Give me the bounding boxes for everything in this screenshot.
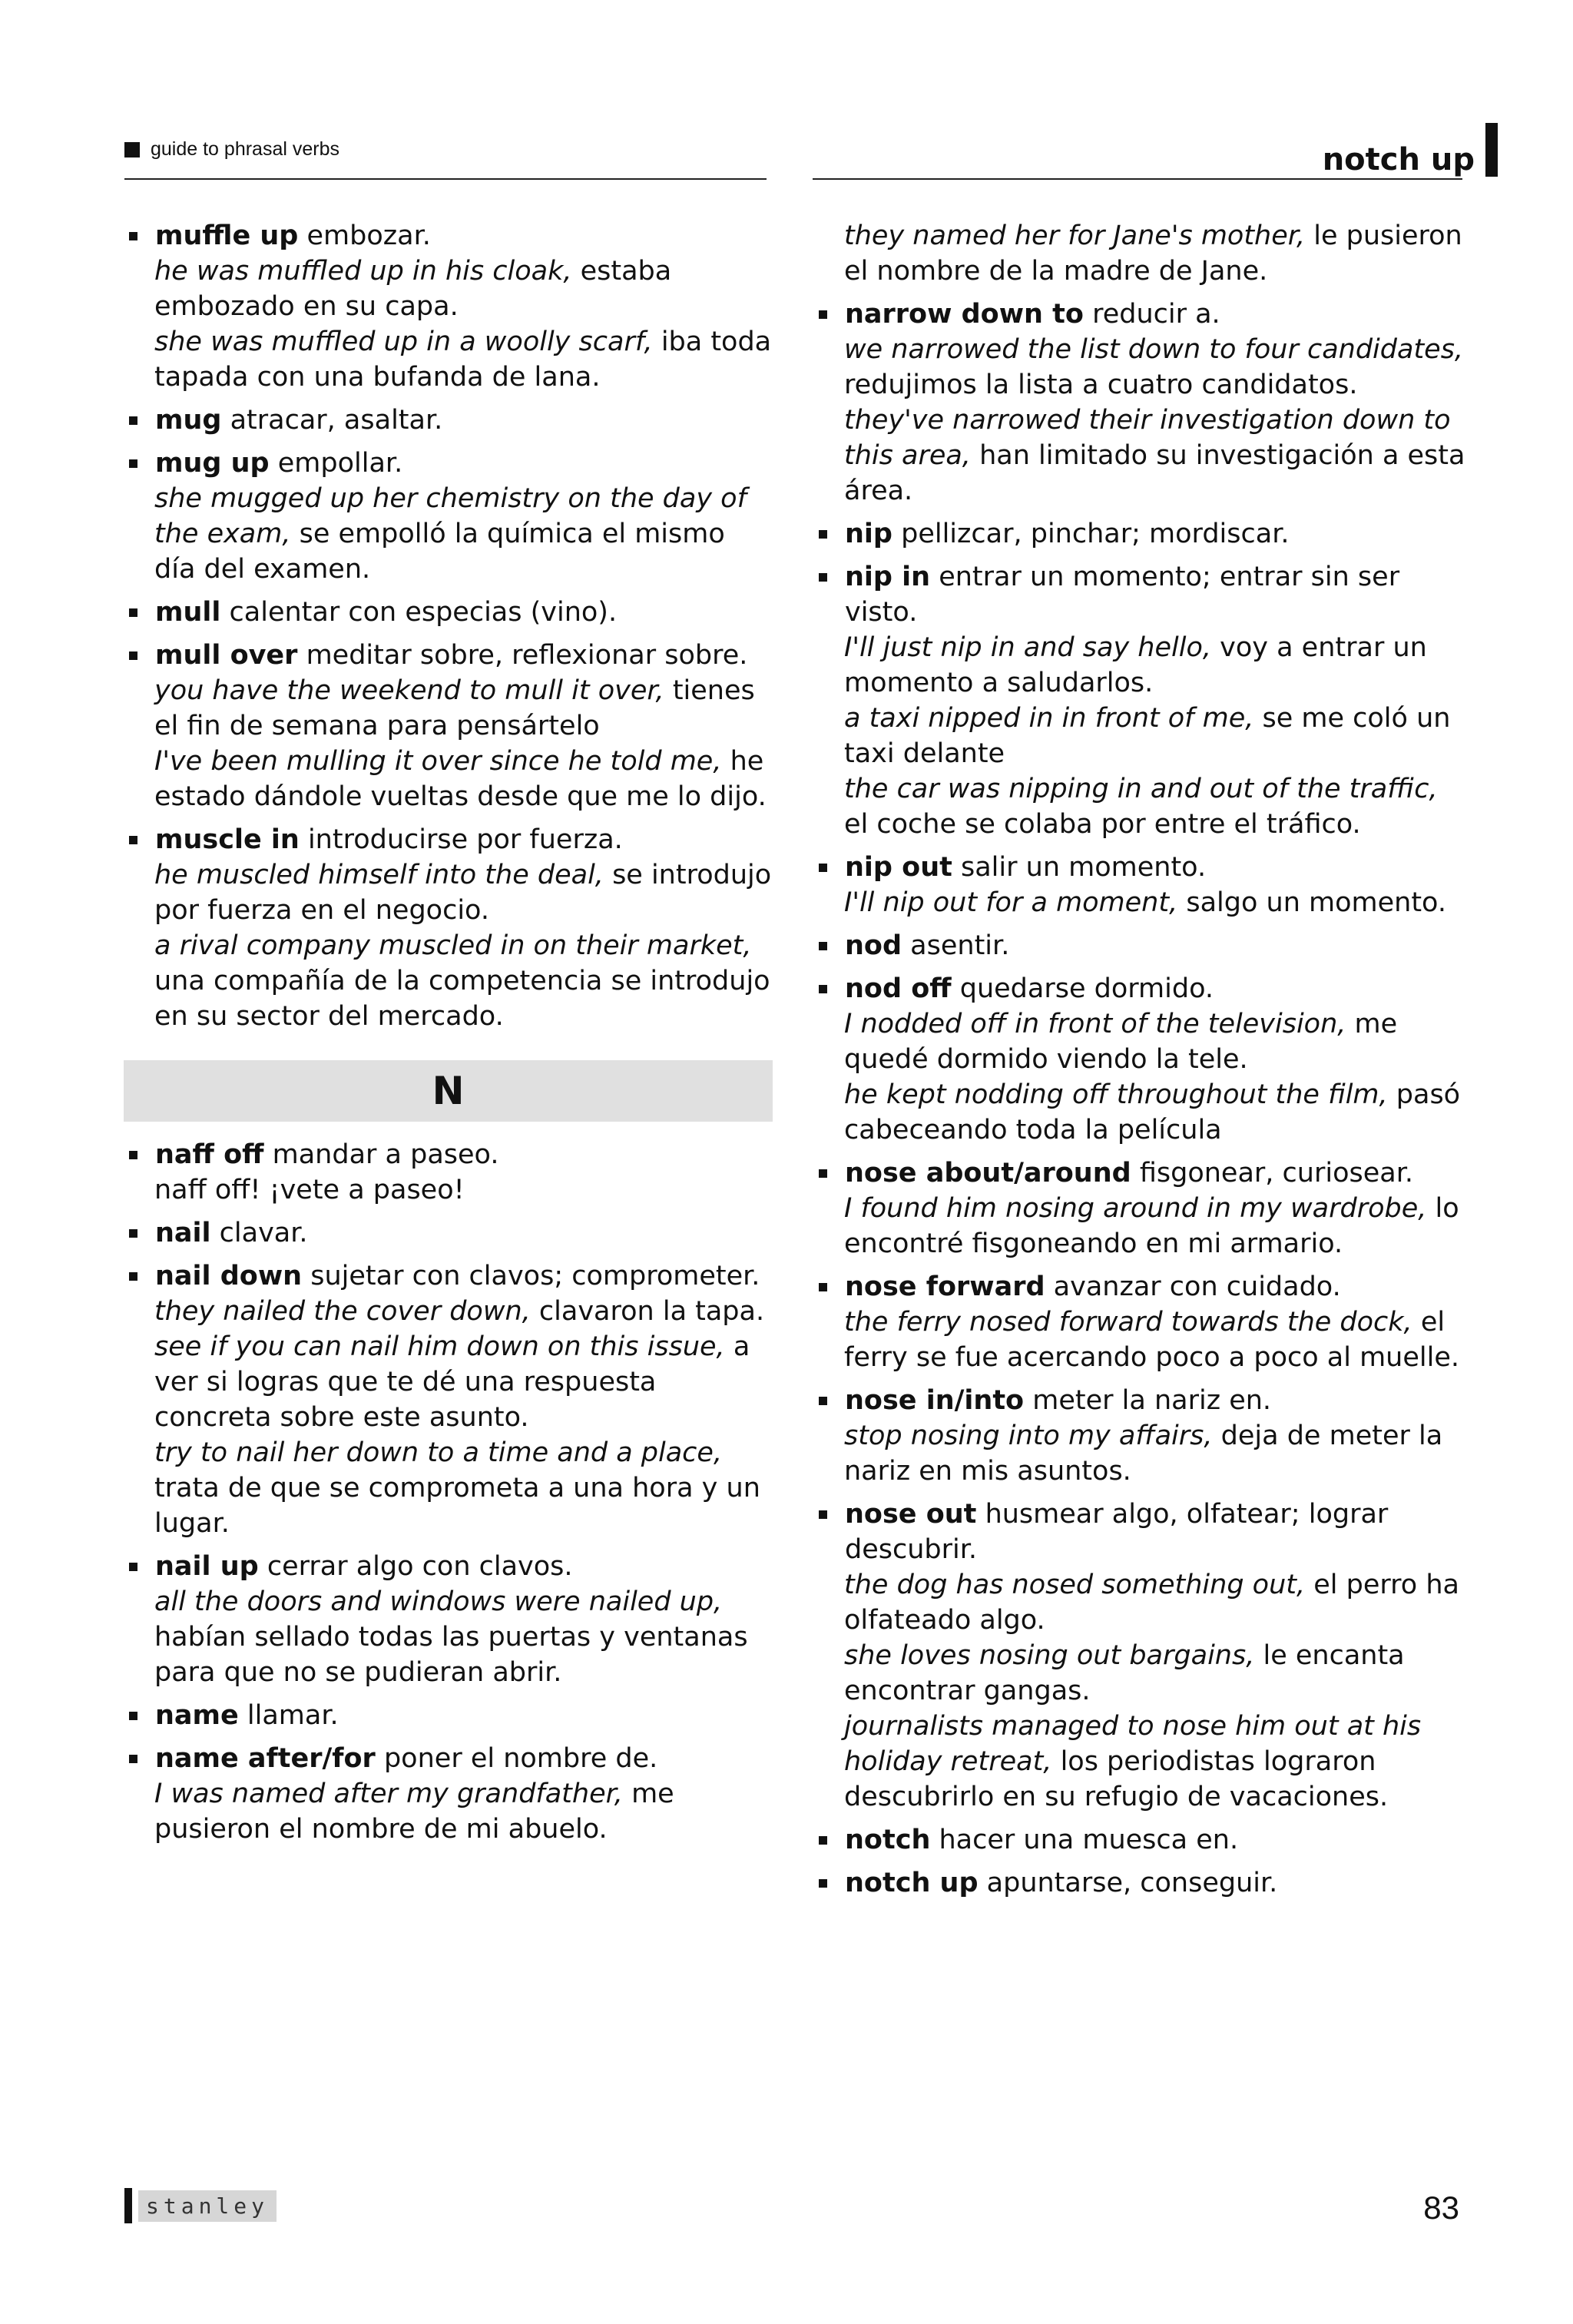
- examples: [124, 254, 773, 395]
- example-en: I'll just nip in and say hello,: [844, 632, 1211, 663]
- example-line: [124, 1435, 773, 1541]
- examples: [814, 332, 1465, 509]
- bullet-icon: [129, 1151, 137, 1159]
- entry: [124, 638, 773, 814]
- bullet-icon: [129, 1563, 137, 1571]
- entry: [124, 1741, 773, 1847]
- example-line: [124, 1776, 773, 1847]
- entry-line: [155, 1698, 773, 1733]
- entry-line: [155, 1137, 773, 1172]
- headword: nip out: [845, 852, 952, 883]
- example-line: [814, 1006, 1465, 1077]
- example-es: los periodistas lograron descubrirlo en su refugio de vacaciones.: [844, 1746, 1389, 1812]
- example-line: [124, 481, 773, 587]
- definition: fisgonear, curiosear.: [1139, 1158, 1414, 1189]
- example-line: [814, 701, 1465, 771]
- headword: naff off: [155, 1139, 264, 1170]
- bullet-icon: [129, 1229, 137, 1238]
- example-en: he kept nodding off throughout the film,: [844, 1079, 1388, 1110]
- example-es: han limitado su investigación a esta área.: [844, 440, 1465, 506]
- definition: atracar, asaltar.: [230, 405, 443, 436]
- bullet-icon: [819, 310, 827, 319]
- bullet-icon: [129, 651, 137, 660]
- examples: [124, 1776, 773, 1847]
- right-column: [814, 218, 1465, 1908]
- example-en: a taxi nipped in in front of me,: [844, 703, 1254, 734]
- entry: [124, 595, 773, 630]
- definition: introducirse por fuerza.: [307, 824, 623, 855]
- definition: clavar.: [219, 1218, 308, 1248]
- bullet-icon: [819, 1169, 827, 1178]
- footer-brand: stanley: [138, 2190, 277, 2222]
- definition: poner el nombre de.: [383, 1743, 658, 1774]
- example-en: they've narrowed their investigation down to this area,: [844, 405, 1451, 471]
- examples: [124, 857, 773, 1034]
- definition: calentar con especias (vino).: [229, 597, 618, 628]
- right-lead-examples: [814, 218, 1465, 289]
- headword: narrow down to: [845, 299, 1084, 330]
- example-es: una compañía de la competencia se introdujo en su sector del mercado.: [154, 966, 770, 1032]
- example-line: [814, 403, 1465, 509]
- example-en: she mugged up her chemistry on the day of the exam,: [154, 483, 747, 549]
- example-line: [814, 1077, 1465, 1148]
- example-es: me quedé dormido viendo la tele.: [844, 1009, 1398, 1075]
- example-es: salgo un momento.: [1186, 887, 1446, 918]
- left-entries: [124, 218, 773, 1034]
- bullet-icon: [819, 864, 827, 872]
- headword: muffle up: [155, 220, 299, 251]
- bullet-icon: [819, 530, 827, 539]
- bullet-icon: [819, 1510, 827, 1519]
- example-line: [124, 673, 773, 744]
- entry-line: [845, 1269, 1465, 1305]
- examples: [124, 481, 773, 587]
- header-bar-icon: [1485, 123, 1498, 177]
- example-en: I nodded off in front of the television,: [844, 1009, 1346, 1039]
- headword: nail up: [155, 1551, 259, 1582]
- entry-line: [845, 1497, 1465, 1567]
- entry-line: [845, 297, 1465, 332]
- headword: nod off: [845, 973, 952, 1004]
- entry-line: [845, 1822, 1465, 1858]
- header-square-icon: [124, 142, 140, 157]
- entry: [124, 1215, 773, 1251]
- bullet-icon: [819, 1836, 827, 1845]
- examples: [814, 1305, 1465, 1375]
- entry: [124, 1258, 773, 1541]
- example-en: stop nosing into my affairs,: [844, 1421, 1213, 1451]
- definition: empollar.: [277, 448, 403, 479]
- header-rule-right: [813, 178, 1462, 180]
- example-en: he was muffled up in his cloak,: [154, 256, 572, 287]
- entry: [814, 1822, 1465, 1858]
- example-line: [124, 857, 773, 928]
- entry: [814, 850, 1465, 920]
- example-line: [124, 1329, 773, 1435]
- example-line: [124, 324, 773, 395]
- entry-line: [155, 1549, 773, 1584]
- example-line: [124, 928, 773, 1034]
- example-en: they nailed the cover down,: [154, 1296, 531, 1327]
- example-en: see if you can nail him down on this issue,: [154, 1331, 725, 1362]
- headword: notch up: [845, 1868, 979, 1898]
- headword: nose in/into: [845, 1385, 1025, 1416]
- entry-line: [845, 1383, 1465, 1418]
- entry: [124, 1137, 773, 1208]
- example-line: [814, 885, 1465, 920]
- example-es: trata de que se comprometa a una hora y un lugar.: [154, 1473, 760, 1539]
- bullet-icon: [819, 573, 827, 582]
- example-en: I was named after my grandfather,: [154, 1779, 623, 1809]
- headword: name after/for: [155, 1743, 376, 1774]
- running-header-left: [124, 138, 339, 161]
- examples: [814, 1006, 1465, 1148]
- header-rule-left: [124, 178, 767, 180]
- headword: nose out: [845, 1499, 977, 1530]
- entry-line: [155, 822, 773, 857]
- definition: meditar sobre, reflexionar sobre.: [306, 640, 748, 671]
- example-es: he estado dándole vueltas desde que me lo dijo.: [154, 746, 767, 812]
- definition: pellizcar, pinchar; mordiscar.: [901, 519, 1290, 549]
- example-en: I've been mulling it over since he told me,: [154, 746, 722, 777]
- example-line: [124, 254, 773, 324]
- example-en: she loves nosing out bargains,: [844, 1640, 1255, 1671]
- example-line: [124, 1294, 773, 1329]
- example-es: el perro ha olfateado algo.: [844, 1570, 1459, 1636]
- example-es: tienes el fin de semana para pensártelo: [154, 675, 755, 741]
- headword: nail: [155, 1218, 211, 1248]
- section-band: [124, 1060, 773, 1122]
- example-es: habían sellado todas las puertas y ventanas para que no se pudieran abrir.: [154, 1622, 748, 1688]
- running-header-right: [1323, 123, 1498, 177]
- bullet-icon: [129, 459, 137, 468]
- examples: [814, 1418, 1465, 1489]
- headword: name: [155, 1700, 239, 1731]
- example-line: [814, 218, 1465, 289]
- entry-line: [845, 1155, 1465, 1191]
- section-letter: N: [432, 1069, 465, 1113]
- example-es: clavaron la tapa.: [538, 1296, 765, 1327]
- examples: [814, 630, 1465, 842]
- example-line: [814, 1638, 1465, 1709]
- example-line: [814, 1567, 1465, 1638]
- headword: notch: [845, 1825, 931, 1855]
- bullet-icon: [129, 608, 137, 617]
- example-es: deja de meter la nariz en mis asuntos.: [844, 1421, 1443, 1487]
- left-column: [124, 218, 773, 1855]
- example-es: el coche se colaba por entre el tráfico.: [844, 809, 1361, 840]
- entry: [124, 446, 773, 587]
- example-en: try to nail her down to a time and a place,: [154, 1437, 723, 1468]
- example-line: [814, 1709, 1465, 1815]
- examples: [124, 1584, 773, 1690]
- header-title: guide to phrasal verbs: [151, 138, 339, 160]
- example-line: [814, 771, 1465, 842]
- example-es: iba toda tapada con una bufanda de lana.: [154, 327, 772, 393]
- example-es: se introdujo por fuerza en el negocio.: [154, 860, 772, 926]
- bullet-icon: [819, 1397, 827, 1405]
- entry: [124, 1549, 773, 1690]
- example-en: we narrowed the list down to four candidates,: [844, 334, 1464, 365]
- examples: [124, 1172, 773, 1208]
- headword: mug up: [155, 448, 270, 479]
- entry-line: [845, 516, 1465, 552]
- entry-line: [845, 850, 1465, 885]
- example-en: journalists managed to nose him out at his holiday retreat,: [844, 1711, 1422, 1777]
- example-es: le pusieron el nombre de la madre de Jane.: [844, 220, 1462, 287]
- entry-line: [155, 1258, 773, 1294]
- entry: [814, 1865, 1465, 1901]
- headword: nail down: [155, 1261, 303, 1291]
- example-es: redujimos la lista a cuatro candidatos.: [844, 370, 1358, 400]
- entry-line: [155, 638, 773, 673]
- example-es: a ver si logras que te dé una respuesta concreta sobre este asunto.: [154, 1331, 750, 1433]
- example-es: se me coló un taxi delante: [844, 703, 1451, 769]
- entry-line: [155, 1741, 773, 1776]
- bullet-icon: [129, 1712, 137, 1720]
- entry-line: [845, 971, 1465, 1006]
- page-number: 83: [1423, 2190, 1459, 2226]
- example-es: pasó cabeceando toda la película: [844, 1079, 1461, 1145]
- examples: [124, 673, 773, 814]
- headword: mull over: [155, 640, 298, 671]
- example-en: he muscled himself into the deal,: [154, 860, 604, 890]
- entry-line: [155, 595, 773, 630]
- example-line: [814, 1305, 1465, 1375]
- bullet-icon: [129, 1755, 137, 1763]
- definition: hacer una muesca en.: [939, 1825, 1239, 1855]
- entry: [814, 1155, 1465, 1261]
- bullet-icon: [819, 1879, 827, 1888]
- examples: [814, 1567, 1465, 1815]
- headword: mug: [155, 405, 222, 436]
- examples: [814, 885, 1465, 920]
- bullet-icon: [129, 416, 137, 425]
- headword: nod: [845, 930, 902, 961]
- example-en: all the doors and windows were nailed up,: [154, 1586, 723, 1617]
- bullet-icon: [129, 836, 137, 844]
- definition: husmear algo, olfatear; lograr descubrir.: [845, 1499, 1389, 1565]
- headword: nose forward: [845, 1271, 1045, 1302]
- entry-line: [845, 1865, 1465, 1901]
- entry: [814, 971, 1465, 1148]
- bullet-icon: [819, 942, 827, 950]
- entry: [124, 1698, 773, 1733]
- example-line: [814, 1191, 1465, 1261]
- header-guide-word: notch up: [1322, 142, 1475, 177]
- headword: nose about/around: [845, 1158, 1131, 1189]
- example-es: naff off! ¡vete a paseo!: [154, 1175, 465, 1205]
- example-es: me pusieron el nombre de mi abuelo.: [154, 1779, 674, 1845]
- entry: [814, 297, 1465, 509]
- entry: [814, 1497, 1465, 1815]
- example-es: el ferry se fue acercando poco a poco al muelle.: [844, 1307, 1460, 1373]
- entry-line: [155, 446, 773, 481]
- definition: asentir.: [910, 930, 1010, 961]
- entry: [124, 403, 773, 438]
- lead-examples: [814, 218, 1465, 289]
- example-en: they named her for Jane's mother,: [844, 220, 1306, 251]
- bullet-icon: [819, 1283, 827, 1291]
- headword: nip: [845, 519, 892, 549]
- definition: reducir a.: [1092, 299, 1220, 330]
- entry: [814, 516, 1465, 552]
- example-en: I'll nip out for a moment,: [844, 887, 1178, 918]
- definition: entrar un momento; entrar sin ser visto.: [845, 562, 1400, 628]
- headword: mull: [155, 597, 221, 628]
- definition: cerrar algo con clavos.: [267, 1551, 573, 1582]
- entry-line: [155, 403, 773, 438]
- bullet-icon: [129, 232, 137, 240]
- entry: [814, 1383, 1465, 1489]
- definition: meter la nariz en.: [1032, 1385, 1272, 1416]
- bullet-icon: [819, 985, 827, 993]
- left-entries-after: [124, 1137, 773, 1847]
- example-line: [124, 1172, 773, 1208]
- definition: quedarse dormido.: [959, 973, 1214, 1004]
- footer-bar-icon: [124, 2188, 132, 2223]
- example-line: [124, 744, 773, 814]
- examples: [814, 1191, 1465, 1261]
- example-en: the car was nipping in and out of the traffic,: [844, 774, 1438, 804]
- example-es: estaba embozado en su capa.: [154, 256, 672, 322]
- example-es: lo encontré fisgoneando en mi armario.: [844, 1193, 1459, 1259]
- headword: nip in: [845, 562, 931, 592]
- example-line: [124, 1584, 773, 1690]
- example-en: I found him nosing around in my wardrobe,: [844, 1193, 1427, 1224]
- right-entries: [814, 297, 1465, 1901]
- entry: [814, 928, 1465, 963]
- example-es: voy a entrar un momento a saludarlos.: [844, 632, 1427, 698]
- headword: muscle in: [155, 824, 300, 855]
- example-es: se empolló la química el mismo día del examen.: [154, 519, 725, 585]
- definition: llamar.: [247, 1700, 339, 1731]
- example-en: a rival company muscled in on their market,: [154, 930, 752, 961]
- example-line: [814, 332, 1465, 403]
- example-en: the dog has nosed something out,: [844, 1570, 1306, 1600]
- entry: [814, 1269, 1465, 1375]
- footer-brand-block: [124, 2188, 277, 2223]
- definition: mandar a paseo.: [272, 1139, 499, 1170]
- example-en: she was muffled up in a woolly scarf,: [154, 327, 653, 357]
- definition: avanzar con cuidado.: [1053, 1271, 1341, 1302]
- entry-line: [155, 218, 773, 254]
- entry-line: [845, 559, 1465, 630]
- example-en: the ferry nosed forward towards the dock,: [844, 1307, 1412, 1338]
- example-line: [814, 630, 1465, 701]
- entry: [124, 822, 773, 1034]
- entry: [814, 559, 1465, 842]
- example-es: le encanta encontrar gangas.: [844, 1640, 1405, 1706]
- definition: apuntarse, conseguir.: [986, 1868, 1278, 1898]
- definition: salir un momento.: [961, 852, 1207, 883]
- examples: [124, 1294, 773, 1541]
- entry-line: [155, 1215, 773, 1251]
- entry-line: [845, 928, 1465, 963]
- entry: [124, 218, 773, 395]
- example-line: [814, 1418, 1465, 1489]
- example-en: you have the weekend to mull it over,: [154, 675, 664, 706]
- definition: embozar.: [306, 220, 431, 251]
- definition: sujetar con clavos; comprometer.: [310, 1261, 760, 1291]
- bullet-icon: [129, 1272, 137, 1281]
